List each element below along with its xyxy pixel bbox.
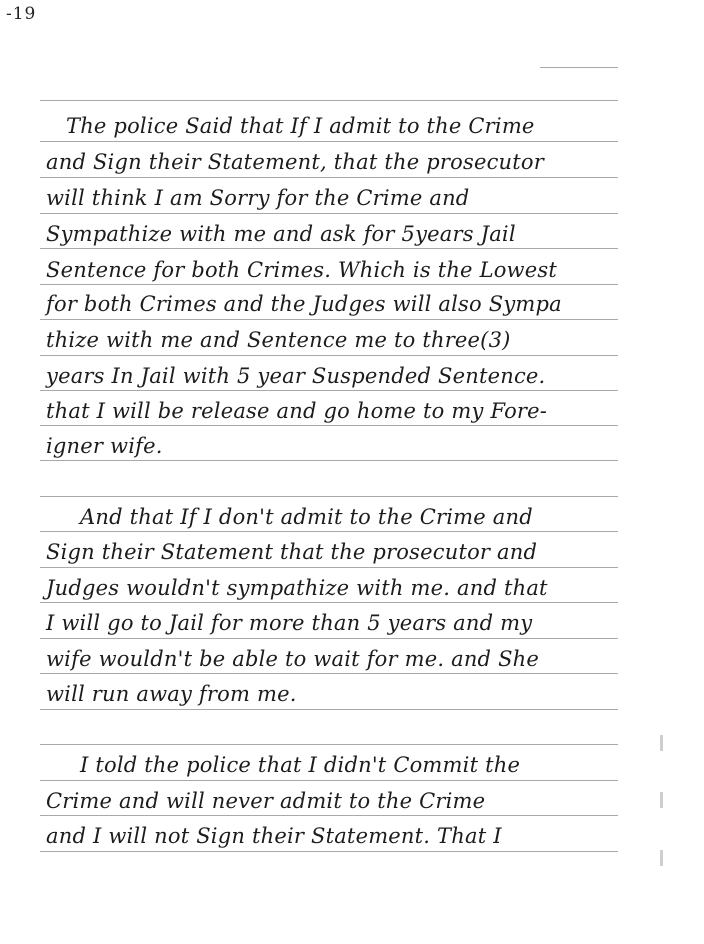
handwritten-line: Crime and will never admit to the Crime — [46, 789, 486, 813]
handwritten-line: will think I am Sorry for the Crime and — [46, 186, 470, 210]
ruled-line — [40, 638, 618, 639]
scan-mark — [660, 850, 663, 866]
ruled-line — [40, 390, 618, 391]
handwritten-line: and I will not Sign their Statement. That I — [46, 824, 502, 848]
handwritten-line: The police Said that If I admit to the Crime — [66, 114, 535, 138]
ruled-line — [40, 425, 618, 426]
handwritten-line: I told the police that I didn't Commit the — [80, 753, 521, 777]
handwritten-line: for both Crimes and the Judges will also Sympa — [46, 292, 562, 316]
handwritten-line: that I will be release and go home to my Fore- — [46, 399, 548, 423]
handwritten-line: Judges wouldn't sympathize with me. and that — [46, 576, 548, 600]
ruled-line — [40, 213, 618, 214]
ruled-line — [40, 851, 618, 852]
page-number: -19 — [6, 4, 37, 24]
handwritten-line: Sign their Statement that the prosecutor and — [46, 540, 538, 564]
ruled-line — [40, 177, 618, 178]
handwritten-line: igner wife. — [46, 434, 163, 458]
ruled-line — [40, 284, 618, 285]
handwritten-line: thize with me and Sentence me to three(3) — [46, 328, 511, 352]
ruled-line — [40, 673, 618, 674]
ruled-line — [40, 100, 618, 101]
handwritten-line: Sentence for both Crimes. Which is the Lowest — [46, 258, 557, 282]
ruled-line — [40, 780, 618, 781]
ruled-line — [40, 531, 618, 532]
ruled-line — [40, 709, 618, 710]
handwritten-line: will run away from me. — [46, 682, 297, 706]
ruled-line — [40, 141, 618, 142]
ruled-line — [40, 319, 618, 320]
handwritten-line: And that If I don't admit to the Crime and — [80, 505, 533, 529]
scan-mark — [660, 735, 663, 751]
handwritten-line: wife wouldn't be able to wait for me. and She — [46, 647, 540, 671]
handwritten-line: and Sign their Statement, that the prosecutor — [46, 150, 544, 174]
handwritten-line: years In Jail with 5 year Suspended Sentence. — [46, 364, 546, 388]
handwritten-line: Sympathize with me and ask for 5years Jail — [46, 222, 516, 246]
ruled-line — [40, 567, 618, 568]
ruled-line — [40, 744, 618, 745]
ruled-line — [540, 67, 618, 68]
ruled-line — [40, 602, 618, 603]
ruled-line — [40, 496, 618, 497]
scan-mark — [660, 792, 663, 808]
handwritten-line: I will go to Jail for more than 5 years and my — [46, 611, 533, 635]
ruled-line — [40, 815, 618, 816]
ruled-line — [40, 248, 618, 249]
ruled-line — [40, 460, 618, 461]
ruled-line — [40, 355, 618, 356]
